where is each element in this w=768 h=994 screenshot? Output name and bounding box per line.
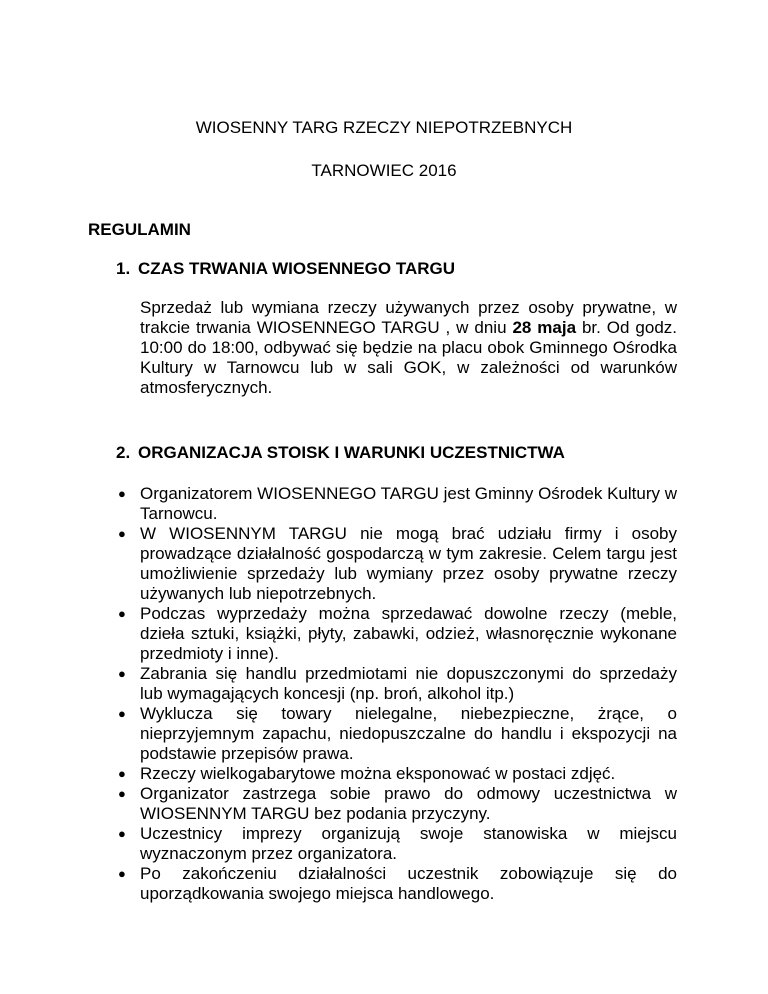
- section-1-text-after: br. Od godz. 10:00 do 18:00, odbywać się będzie na placu obok Gminnego Ośrodka Kultury w Tarnowcu lub w sali GOK, w zależności od warunków atmosferycznych.: [140, 318, 677, 397]
- bullet-icon: ●: [118, 486, 126, 501]
- section-1-date: 28 maja: [512, 318, 577, 337]
- section-1-paragraph: [140, 298, 677, 398]
- list-item: ● Uczestnicy imprezy organizują swoje stanowiska w miejscu wyznaczonym przez organizatora.: [118, 824, 677, 863]
- regulamin-heading: REGULAMIN: [88, 220, 191, 239]
- section-2-title: ORGANIZACJA STOISK I WARUNKI UCZESTNICTWA: [138, 443, 565, 462]
- section-1-text-before: Sprzedaż lub wymiana rzeczy używanych przez osoby prywatne, w trakcie trwania WIOSENNEGO TARGU , w dniu: [140, 298, 677, 337]
- list-item: ● Organizator zastrzega sobie prawo do odmowy uczestnictwa w WIOSENNYM TARGU bez podania przyczyny.: [118, 784, 677, 823]
- list-item: ● Rzeczy wielkogabarytowe można eksponować w postaci zdjęć.: [118, 764, 616, 783]
- bullet-icon: ●: [118, 866, 126, 881]
- section-1-title: CZAS TRWANIA WIOSENNEGO TARGU: [138, 259, 456, 278]
- section-2-number: 2.: [116, 443, 131, 462]
- document-subtitle: TARNOWIEC 2016: [311, 161, 457, 180]
- list-item: ● Podczas wyprzedaży można sprzedawać dowolne rzeczy (meble, dzieła sztuki, książki, płyty, zabawki, odzież, własnoręcznie wykonane przedmioty i inne).: [118, 604, 677, 663]
- bullet-icon: ●: [118, 786, 126, 801]
- list-item: ● W WIOSENNYM TARGU nie mogą brać udziału firmy i osoby prowadzące działalność gospodarczą w tym zakresie. Celem targu jest umożliwienie sprzedaży lub wymiany przez osoby prywatne rzeczy używanych lub niepotrzebnych.: [118, 524, 677, 603]
- list-item: ● Wyklucza się towary nielegalne, niebezpieczne, żrące, o nieprzyjemnym zapachu, niedopuszczalne do handlu i ekspozycji na podstawie przepisów prawa.: [118, 704, 677, 763]
- bullet-icon: ●: [118, 826, 126, 841]
- list-item: ● Po zakończeniu działalności uczestnik zobowiązuje się do uporządkowania swojego miejsca handlowego.: [118, 864, 677, 903]
- list-item: ● Organizatorem WIOSENNEGO TARGU jest Gminny Ośrodek Kultury w Tarnowcu.: [118, 484, 677, 523]
- bullet-icon: ●: [118, 666, 126, 681]
- document-title: WIOSENNY TARG RZECZY NIEPOTRZEBNYCH: [195, 118, 573, 137]
- section-1-heading: [116, 259, 455, 279]
- bullet-icon: ●: [118, 706, 126, 721]
- section-1-number: 1.: [116, 259, 131, 278]
- bullet-icon: ●: [118, 526, 126, 541]
- bullet-icon: ●: [118, 606, 126, 621]
- section-2-heading: [116, 443, 565, 463]
- list-item: ● Zabrania się handlu przedmiotami nie dopuszczonymi do sprzedaży lub wymagających koncesji (np. broń, alkohol itp.): [118, 664, 677, 703]
- section-2-rules-list: [112, 484, 677, 904]
- bullet-icon: ●: [118, 766, 126, 781]
